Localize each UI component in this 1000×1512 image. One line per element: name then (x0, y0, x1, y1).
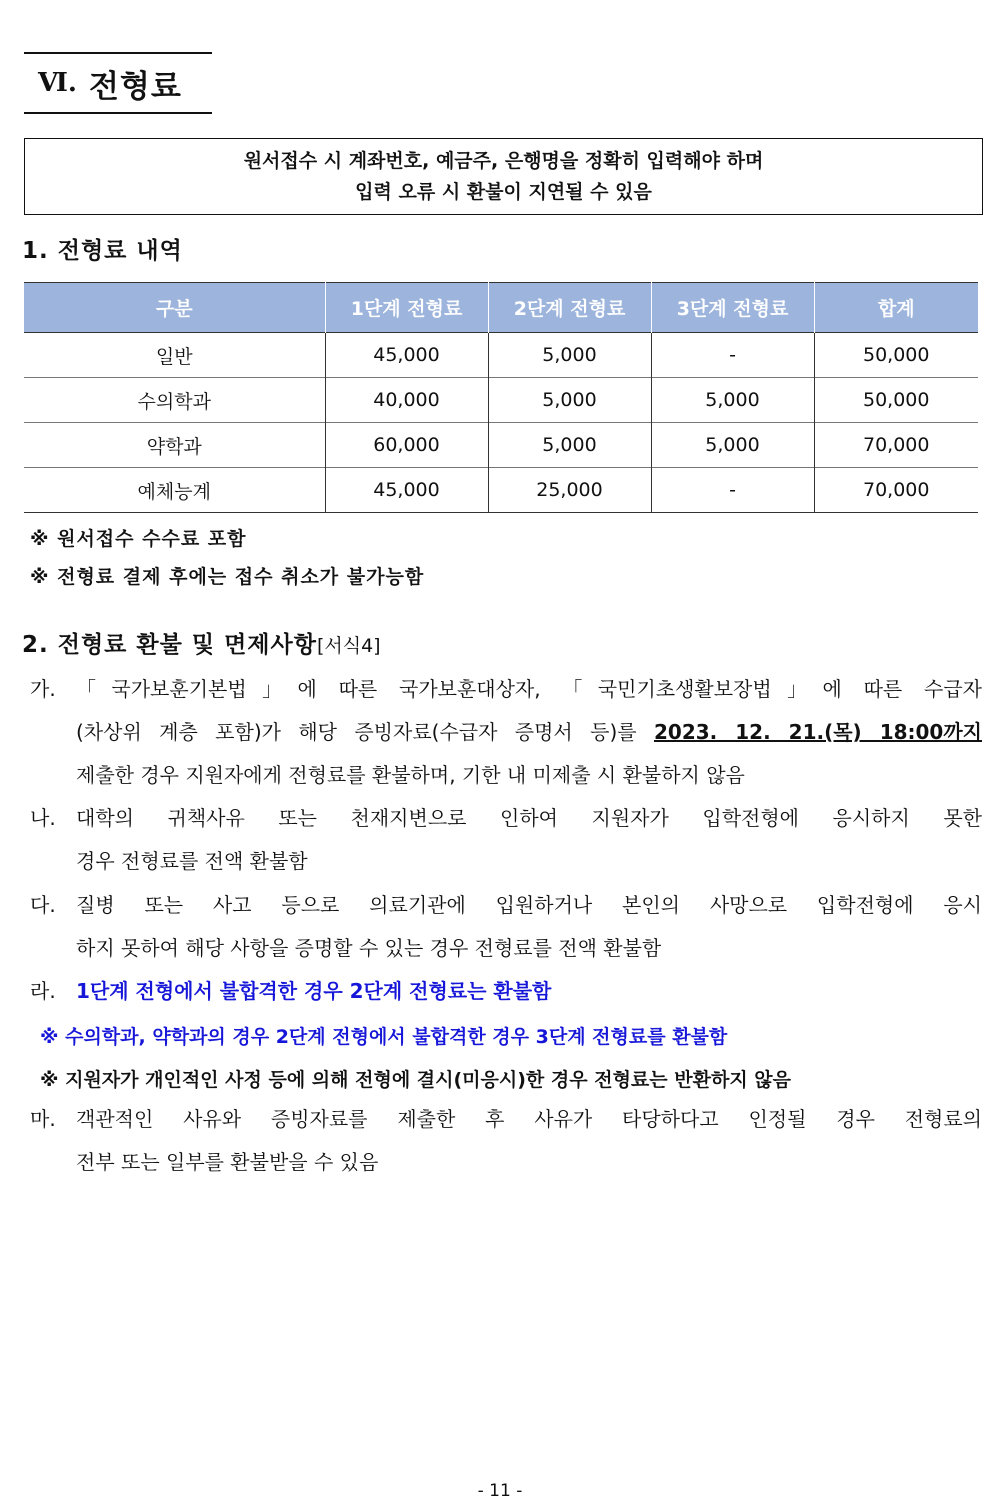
item-marker: 나. (30, 806, 56, 830)
item-line: 전부 또는 일부를 환불받을 수 있음 (76, 1150, 379, 1174)
cell-category: 수의학과 (24, 378, 325, 423)
cell-stage-1: 45,000 (325, 468, 488, 513)
item-marker: 마. (30, 1107, 56, 1131)
item-line: 제출한 경우 지원자에게 전형료를 환불하며, 기한 내 미제출 시 환불하지 않음 (76, 763, 745, 787)
notice-line-1: 원서접수 시 계좌번호, 예금주, 은행명을 정확히 입력해야 하며 (243, 149, 764, 172)
chapter-number: Ⅵ. (38, 68, 77, 98)
header-stage-2: 2단계 전형료 (488, 283, 651, 333)
note-no-cancel: ※ 전형료 결제 후에는 접수 취소가 불가능함 (30, 566, 425, 588)
cell-stage-1: 40,000 (325, 378, 488, 423)
section-1-title: 1. 전형료 내역 (22, 238, 183, 264)
cell-stage-3: 5,000 (651, 423, 814, 468)
section-2-title (22, 626, 381, 659)
item-line (76, 711, 982, 754)
notice-line-2: 입력 오류 시 환불이 지연될 수 있음 (355, 180, 652, 203)
cell-total: 70,000 (814, 423, 978, 468)
note-fee-included: ※ 원서접수 수수료 포함 (30, 528, 247, 550)
header-category: 구분 (24, 283, 325, 333)
table-row (24, 333, 978, 378)
list-item-da (30, 884, 982, 970)
note-no-show-no-refund: ※ 지원자가 개인적인 사정 등에 의해 전형에 결시(미응시)한 경우 전형료는 반환하지 않음 (40, 1069, 791, 1091)
header-total: 합계 (814, 283, 978, 333)
item-line: 대학의 귀책사유 또는 천재지변으로 인하여 지원자가 입학전형에 응시하지 못한 (76, 806, 982, 830)
cell-category: 일반 (24, 333, 325, 378)
table-row (24, 378, 978, 423)
list-item-na (30, 797, 982, 883)
item-line: 하지 못하여 해당 사항을 증명할 수 있는 경우 전형료를 전액 환불함 (76, 936, 662, 960)
fee-table-header-row (24, 283, 978, 333)
cell-total: 70,000 (814, 468, 978, 513)
cell-stage-3: 5,000 (651, 378, 814, 423)
item-line: 질병 또는 사고 등으로 의료기관에 입원하거나 본인의 사망으로 입학전형에 응시 (76, 893, 982, 917)
chapter-heading (24, 52, 212, 114)
cell-stage-2: 5,000 (488, 378, 651, 423)
section-2-title-text: 2. 전형료 환불 및 면제사항 (22, 632, 317, 658)
cell-stage-3: - (651, 333, 814, 378)
item-line: 객관적인 사유와 증빙자료를 제출한 후 사유가 타당하다고 인정될 경우 전형료의 (76, 1107, 982, 1131)
item-line-highlight: 1단계 전형에서 불합격한 경우 2단계 전형료는 환불함 (76, 979, 552, 1003)
notice-box (24, 138, 983, 215)
item-line: 경우 전형료를 전액 환불함 (76, 849, 308, 873)
cell-stage-2: 5,000 (488, 333, 651, 378)
cell-category: 예체능계 (24, 468, 325, 513)
item-marker: 라. (30, 979, 56, 1003)
list-item-ga (30, 668, 982, 797)
cell-total: 50,000 (814, 333, 978, 378)
cell-stage-2: 5,000 (488, 423, 651, 468)
item-marker: 다. (30, 893, 56, 917)
item-line-text: (차상위 계층 포함)가 해당 증빙자료(수급자 증명서 등)를 (76, 720, 637, 744)
item-line: 「국가보훈기본법」에 따른 국가보훈대상자, 「국민기초생활보장법」에 따른 수급자 (76, 677, 982, 701)
header-stage-1: 1단계 전형료 (325, 283, 488, 333)
list-item-ma (30, 1098, 982, 1184)
item-marker: 가. (30, 677, 56, 701)
cell-total: 50,000 (814, 378, 978, 423)
section-2-form-ref: [서식4] (316, 635, 381, 657)
note-vet-pharmacy-refund: ※ 수의학과, 약학과의 경우 2단계 전형에서 불합격한 경우 3단계 전형료를 환불함 (40, 1026, 728, 1048)
list-item-ra (30, 970, 982, 1013)
cell-stage-1: 45,000 (325, 333, 488, 378)
cell-stage-3: - (651, 468, 814, 513)
fee-table (24, 282, 978, 513)
cell-category: 약학과 (24, 423, 325, 468)
table-row (24, 468, 978, 513)
cell-stage-2: 25,000 (488, 468, 651, 513)
table-row (24, 423, 978, 468)
cell-stage-1: 60,000 (325, 423, 488, 468)
header-stage-3: 3단계 전형료 (651, 283, 814, 333)
page-number: - 11 - (477, 1481, 523, 1501)
chapter-title: 전형료 (88, 68, 182, 105)
deadline-date: 2023. 12. 21.(목) 18:00까지 (653, 720, 982, 744)
